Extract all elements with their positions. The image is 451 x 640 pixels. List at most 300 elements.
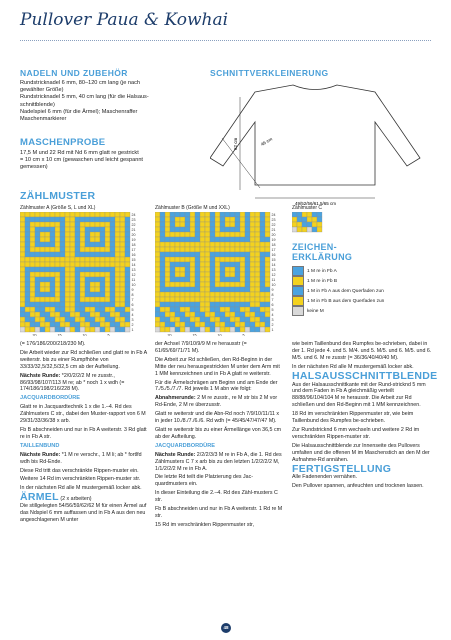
chart-cell xyxy=(317,217,322,222)
chart-cell xyxy=(260,312,265,317)
chart-cell xyxy=(75,282,80,287)
chart-cell xyxy=(175,232,180,237)
chart-cell xyxy=(115,327,120,332)
legend-heading-line2: ERKLÄRUNG xyxy=(292,252,353,262)
chart-cell xyxy=(60,292,65,297)
chart-cell xyxy=(25,287,30,292)
chart-cell xyxy=(45,252,50,257)
chart-cell xyxy=(265,222,270,227)
chart-cell xyxy=(125,317,130,322)
chart-cell xyxy=(85,222,90,227)
chart-cell xyxy=(30,327,35,332)
chart-cell xyxy=(200,242,205,247)
chart-cell xyxy=(20,307,25,312)
col2-p7-text: 2/2/2/3/3 M re in Fb A, die 1. Rd des Zählmusters C 7 x arb bis zu den letzten 1/2/2/2/2 M, 1/1/2/2/2 M re in Fb A. xyxy=(155,451,282,472)
chart-cell xyxy=(30,212,35,217)
chart-cell xyxy=(205,317,210,322)
chart-cell xyxy=(195,237,200,242)
chart-cell xyxy=(165,262,170,267)
chart-cell xyxy=(265,272,270,277)
chart-cell xyxy=(225,327,230,332)
chart-cell xyxy=(110,232,115,237)
chart-cell xyxy=(250,317,255,322)
chart-cell xyxy=(185,327,190,332)
chart-row-number: 24 xyxy=(271,213,276,218)
chart-cell xyxy=(307,227,312,232)
chart-cell xyxy=(40,222,45,227)
chart-cell xyxy=(235,317,240,322)
chart-cell xyxy=(45,302,50,307)
chart-cell xyxy=(20,252,25,257)
chart-cell xyxy=(90,277,95,282)
chart-cell xyxy=(260,287,265,292)
chart-cell xyxy=(125,242,130,247)
chart-cell xyxy=(245,222,250,227)
chart-row-number: 17 xyxy=(131,248,136,253)
chart-cell xyxy=(240,287,245,292)
chart-cell xyxy=(115,267,120,272)
materials-line: schnittblende) xyxy=(20,101,55,108)
chart-col-number: 20 xyxy=(32,333,37,336)
chart-cell xyxy=(260,237,265,242)
col1-p10: Die stillgelegten 54/56/59/62/62 M für einen Ärmel auf das Ndspiel 6 mm auffassen und in Fb A aus den neu angeschlagenen M unter xyxy=(20,503,147,523)
chart-cell xyxy=(200,212,205,217)
chart-cell xyxy=(210,262,215,267)
chart-cell xyxy=(155,222,160,227)
chart-cell xyxy=(50,267,55,272)
chart-cell xyxy=(255,282,260,287)
chart-cell xyxy=(165,312,170,317)
col2-p5: Glatt re weiterstr und die Abn-Rd noch 7/9/10/11/11 x in jeder 10./8./7./6./6. Rd wdh (= 45/45/47/47/47 M). xyxy=(155,411,280,425)
chart-cell xyxy=(25,232,30,237)
chart-cell xyxy=(195,277,200,282)
chart-cell xyxy=(120,242,125,247)
legend-item xyxy=(292,296,432,306)
chart-cell xyxy=(90,297,95,302)
chart-cell xyxy=(105,327,110,332)
chart-cell xyxy=(160,317,165,322)
chart-cell xyxy=(65,232,70,237)
chart-cell xyxy=(120,222,125,227)
chart-cell xyxy=(120,287,125,292)
chart-cell xyxy=(260,212,265,217)
chart-cell xyxy=(265,232,270,237)
chart-cell xyxy=(110,277,115,282)
chart-cell xyxy=(205,232,210,237)
chart-cell xyxy=(165,277,170,282)
chart-cell xyxy=(115,287,120,292)
chart-cell xyxy=(220,217,225,222)
chart-cell xyxy=(165,297,170,302)
chart-cell xyxy=(260,262,265,267)
chart-cell xyxy=(235,242,240,247)
legend-item xyxy=(292,306,432,316)
chart-cell xyxy=(160,312,165,317)
chart-cell xyxy=(70,292,75,297)
col1-p2: Die Arbeit wieder zur Rd schließen und glatt re in Fb A weiterstr. bis zu einer Rumpfhöhe von 33/33/32,5/32,5/32,5 cm ab der Aufteilung. xyxy=(20,349,147,370)
chart-cell xyxy=(90,317,95,322)
chart-b-label: Zählmuster B (Größe M und XXL) xyxy=(155,205,230,211)
chart-cell xyxy=(100,227,105,232)
chart-cell xyxy=(40,232,45,237)
chart-cell xyxy=(205,212,210,217)
chart-cell xyxy=(125,212,130,217)
chart-cell xyxy=(95,247,100,252)
chart-cell xyxy=(115,322,120,327)
chart-cell xyxy=(115,292,120,297)
chart-cell xyxy=(215,272,220,277)
chart-cell xyxy=(120,217,125,222)
chart-cell xyxy=(80,322,85,327)
chart-cell xyxy=(205,272,210,277)
chart-cell xyxy=(75,227,80,232)
chart-cell xyxy=(260,257,265,262)
chart-cell xyxy=(35,242,40,247)
chart-cell xyxy=(50,227,55,232)
chart-cell xyxy=(185,212,190,217)
chart-cell xyxy=(105,222,110,227)
chart-cell xyxy=(200,257,205,262)
chart-cell xyxy=(70,297,75,302)
chart-cell xyxy=(185,242,190,247)
chart-cell xyxy=(195,232,200,237)
chart-cell xyxy=(110,287,115,292)
legend-swatch xyxy=(292,276,304,286)
chart-cell xyxy=(185,267,190,272)
chart-cell xyxy=(85,217,90,222)
chart-cell xyxy=(215,252,220,257)
col1-p6-bold: Nächste Runde: xyxy=(20,451,61,458)
chart-cell xyxy=(245,217,250,222)
col1-p3 xyxy=(20,373,148,394)
col1-h3: ÄRMEL xyxy=(20,491,59,504)
chart-cell xyxy=(125,292,130,297)
chart-cell xyxy=(165,237,170,242)
chart-row-number: 11 xyxy=(271,278,276,283)
chart-cell xyxy=(160,242,165,247)
legend-list xyxy=(292,266,432,316)
col3-p4: 18 Rd im verschränkten Rippenmuster str, wie beim Taillenbund des Rumpfes be-schrieben. xyxy=(292,411,414,425)
chart-cell xyxy=(235,322,240,327)
chart-cell xyxy=(225,227,230,232)
chart-cell xyxy=(100,247,105,252)
chart-cell xyxy=(25,282,30,287)
chart-cell xyxy=(40,277,45,282)
chart-cell xyxy=(125,272,130,277)
chart-cell xyxy=(165,222,170,227)
chart-cell xyxy=(55,212,60,217)
chart-cell xyxy=(60,322,65,327)
chart-cell xyxy=(195,287,200,292)
chart-cell xyxy=(185,232,190,237)
chart-cell xyxy=(220,262,225,267)
chart-cell xyxy=(265,282,270,287)
chart-cell xyxy=(35,252,40,257)
chart-cell xyxy=(225,217,230,222)
chart-cell xyxy=(110,242,115,247)
chart-cell xyxy=(95,312,100,317)
col2-p1: der Achsel 7/9/10/9/9 M re herausstr (= 61/65/69/71/71 M). xyxy=(155,341,247,354)
chart-cell xyxy=(297,212,302,217)
chart-cell xyxy=(240,327,245,332)
chart-cell xyxy=(70,257,75,262)
chart-cell xyxy=(25,317,30,322)
chart-cell xyxy=(100,287,105,292)
chart-cell xyxy=(65,282,70,287)
chart-cell xyxy=(20,237,25,242)
chart-cell xyxy=(220,312,225,317)
chart-cell xyxy=(160,327,165,332)
chart-cell xyxy=(120,272,125,277)
chart-cell xyxy=(35,322,40,327)
chart-cell xyxy=(235,272,240,277)
chart-cell xyxy=(225,302,230,307)
chart-cell xyxy=(160,307,165,312)
chart-cell xyxy=(90,307,95,312)
chart-cell xyxy=(85,297,90,302)
chart-row-number: 7 xyxy=(131,298,134,303)
chart-cell xyxy=(307,217,312,222)
col1-p1: (= 176/186/200/218/230 M). xyxy=(20,341,86,347)
chart-cell xyxy=(30,242,35,247)
chart-cell xyxy=(60,317,65,322)
chart-cell xyxy=(70,262,75,267)
chart-cell xyxy=(55,272,60,277)
chart-cell xyxy=(155,267,160,272)
chart-cell xyxy=(60,237,65,242)
chart-cell xyxy=(110,217,115,222)
chart-cell xyxy=(85,252,90,257)
chart-cell xyxy=(240,242,245,247)
chart-cell xyxy=(50,312,55,317)
chart-cell xyxy=(195,292,200,297)
chart-cell xyxy=(45,262,50,267)
chart-cell xyxy=(90,257,95,262)
chart-cell xyxy=(190,252,195,257)
chart-cell xyxy=(160,227,165,232)
chart-cell xyxy=(45,247,50,252)
chart-cell xyxy=(160,297,165,302)
chart-cell xyxy=(55,322,60,327)
chart-cell xyxy=(175,292,180,297)
chart-cell xyxy=(160,277,165,282)
chart-cell xyxy=(90,227,95,232)
chart-cell xyxy=(75,302,80,307)
chart-cell xyxy=(245,317,250,322)
chart-cell xyxy=(230,307,235,312)
chart-cell xyxy=(205,247,210,252)
chart-cell xyxy=(20,217,25,222)
chart-cell xyxy=(317,222,322,227)
column-2 xyxy=(155,341,283,531)
chart-cell xyxy=(225,297,230,302)
chart-cell xyxy=(245,257,250,262)
chart-cell xyxy=(235,292,240,297)
chart-cell xyxy=(220,282,225,287)
chart-cell xyxy=(210,287,215,292)
chart-cell xyxy=(105,237,110,242)
chart-cell xyxy=(215,312,220,317)
chart-cell xyxy=(240,312,245,317)
chart-cell xyxy=(235,232,240,237)
chart-cell xyxy=(40,292,45,297)
chart-cell xyxy=(45,317,50,322)
chart-cell xyxy=(260,242,265,247)
chart-cell xyxy=(215,212,220,217)
chart-cell xyxy=(165,257,170,262)
chart-cell xyxy=(235,252,240,257)
chart-cell xyxy=(90,252,95,257)
chart-cell xyxy=(60,242,65,247)
chart-cell xyxy=(250,292,255,297)
chart-cell xyxy=(75,232,80,237)
chart-cell xyxy=(265,317,270,322)
chart-cell xyxy=(230,312,235,317)
chart-cell xyxy=(120,297,125,302)
chart-cell xyxy=(180,287,185,292)
chart-cell xyxy=(155,297,160,302)
chart-cell xyxy=(170,262,175,267)
chart-cell xyxy=(65,242,70,247)
chart-cell xyxy=(85,272,90,277)
chart-cell xyxy=(210,217,215,222)
chart-cell xyxy=(235,282,240,287)
chart-cell xyxy=(205,312,210,317)
chart-cell xyxy=(245,327,250,332)
chart-cell xyxy=(75,222,80,227)
chart-cell xyxy=(180,237,185,242)
chart-cell xyxy=(205,277,210,282)
chart-cell xyxy=(255,272,260,277)
chart-cell xyxy=(185,277,190,282)
chart-cell xyxy=(215,307,220,312)
chart-cell xyxy=(230,217,235,222)
chart-cell xyxy=(210,282,215,287)
chart-cell xyxy=(85,322,90,327)
chart-cell xyxy=(195,227,200,232)
chart-cell xyxy=(170,222,175,227)
chart-cell xyxy=(65,262,70,267)
col3-heading-fertigstellung: FERTIGSTELLUNG xyxy=(292,462,392,475)
chart-cell xyxy=(125,277,130,282)
chart-cell xyxy=(200,222,205,227)
chart-cell xyxy=(75,272,80,277)
chart-cell xyxy=(95,277,100,282)
chart-cell xyxy=(120,262,125,267)
materials-line: Rundstricknadel 5 mm, 40 cm lang (für die Halsaus- xyxy=(20,94,149,101)
chart-cell xyxy=(60,272,65,277)
chart-cell xyxy=(125,282,130,287)
chart-cell xyxy=(40,242,45,247)
chart-cell xyxy=(80,327,85,332)
chart-row-number: 16 xyxy=(131,253,136,258)
chart-cell xyxy=(40,287,45,292)
chart-cell xyxy=(170,277,175,282)
chart-cell xyxy=(215,237,220,242)
chart-cell xyxy=(120,227,125,232)
chart-cell xyxy=(170,232,175,237)
chart-cell xyxy=(55,307,60,312)
chart-cell xyxy=(115,257,120,262)
chart-cell xyxy=(210,222,215,227)
chart-cell xyxy=(110,227,115,232)
chart-cell xyxy=(20,327,25,332)
chart-cell xyxy=(125,322,130,327)
chart-cell xyxy=(170,302,175,307)
chart-cell xyxy=(250,287,255,292)
chart-cell xyxy=(125,217,130,222)
schematic-section xyxy=(210,68,430,203)
chart-cell xyxy=(175,322,180,327)
chart-cell xyxy=(55,257,60,262)
chart-cell xyxy=(60,217,65,222)
chart-cell xyxy=(225,277,230,282)
chart-cell xyxy=(235,222,240,227)
chart-cell xyxy=(185,227,190,232)
chart-cell xyxy=(125,287,130,292)
chart-cell xyxy=(100,272,105,277)
chart-cell xyxy=(30,237,35,242)
chart-cell xyxy=(65,237,70,242)
chart-cell xyxy=(50,307,55,312)
col1-heading-jacquard: JACQUARDBORDÜRE xyxy=(20,395,80,402)
chart-cell xyxy=(205,267,210,272)
gauge-line: 17,5 M und 22 Rd mit Nd 6 mm glatt re gestrickt xyxy=(20,150,139,156)
chart-cell xyxy=(115,242,120,247)
chart-cell xyxy=(165,302,170,307)
chart-col-number: 5 xyxy=(107,333,110,336)
chart-cell xyxy=(205,252,210,257)
chart-cell xyxy=(170,327,175,332)
chart-cell xyxy=(125,307,130,312)
chart-cell xyxy=(160,222,165,227)
chart-cell xyxy=(200,217,205,222)
chart-cell xyxy=(30,257,35,262)
chart-cell xyxy=(235,227,240,232)
chart-cell xyxy=(105,322,110,327)
chart-cell xyxy=(312,217,317,222)
chart-cell xyxy=(260,272,265,277)
chart-cell xyxy=(165,267,170,272)
chart-cell xyxy=(35,312,40,317)
chart-cell xyxy=(175,257,180,262)
chart-cell xyxy=(250,242,255,247)
chart-cell xyxy=(245,272,250,277)
chart-cell xyxy=(65,292,70,297)
chart-cell xyxy=(220,272,225,277)
chart-cell xyxy=(80,217,85,222)
chart-cell xyxy=(255,307,260,312)
chart-cell xyxy=(260,327,265,332)
chart-cell xyxy=(200,302,205,307)
chart-cell xyxy=(200,262,205,267)
chart-cell xyxy=(215,292,220,297)
chart-cell xyxy=(25,307,30,312)
chart-cell xyxy=(205,297,210,302)
chart-cell xyxy=(35,292,40,297)
chart-cell xyxy=(50,212,55,217)
col1-p3-bold: Nächste Runde: xyxy=(20,372,61,379)
chart-cell xyxy=(200,237,205,242)
chart-cell xyxy=(265,267,270,272)
chart-cell xyxy=(45,222,50,227)
chart-cell xyxy=(265,257,270,262)
chart-cell xyxy=(105,217,110,222)
chart-cell xyxy=(240,292,245,297)
chart-cell xyxy=(185,247,190,252)
chart-cell xyxy=(215,282,220,287)
chart-cell xyxy=(205,217,210,222)
